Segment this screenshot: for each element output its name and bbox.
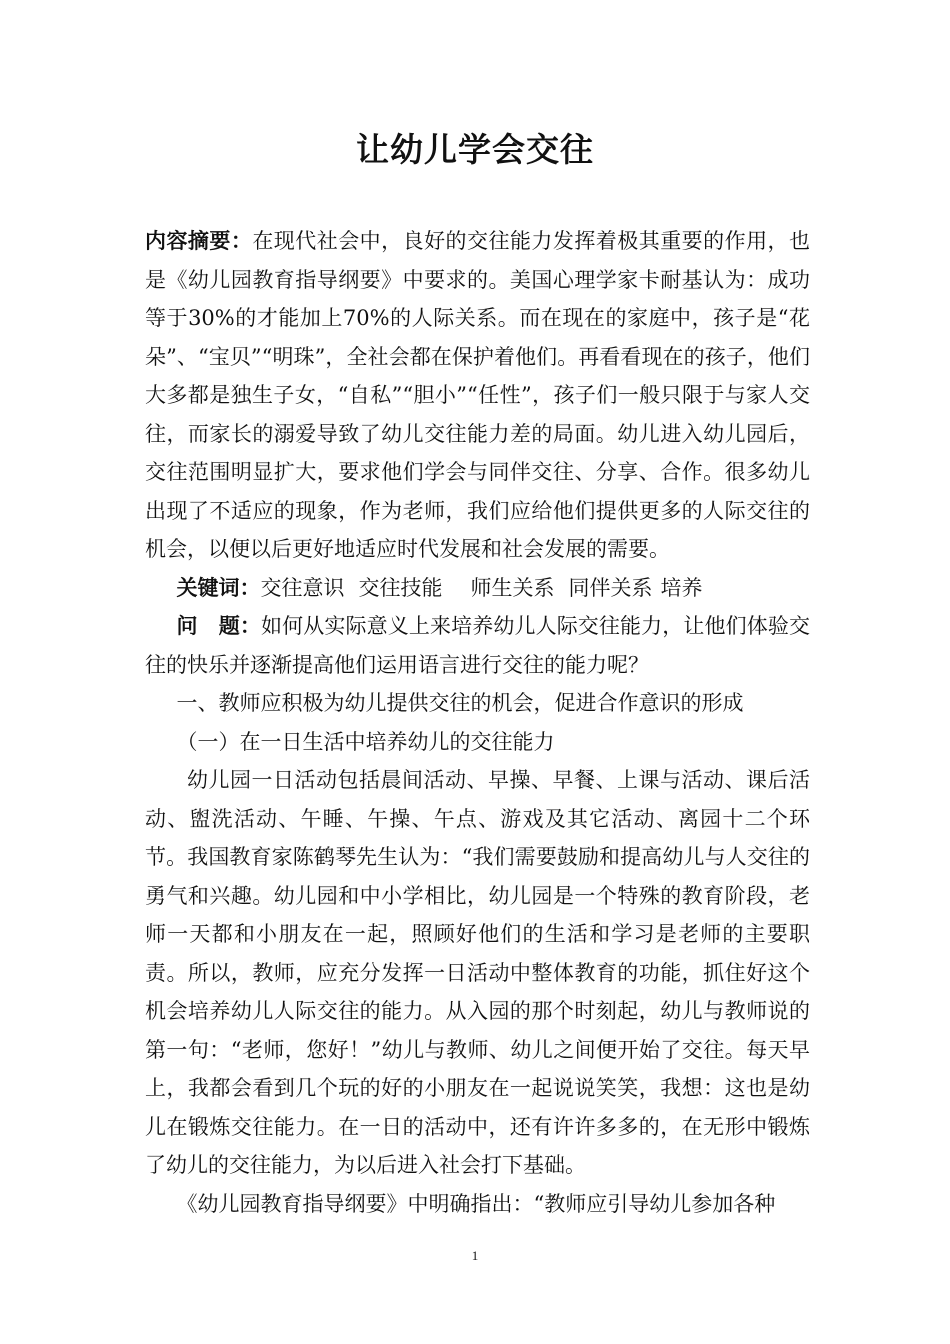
keywords-label: 关键词 [176,575,240,600]
abstract-colon: ： [230,229,253,253]
abstract-paragraph [145,222,810,569]
question-text: 如何从实际意义上来培养幼儿人际交往能力，让他们体验交往的快乐并逐渐提高他们运用语言进行交往的能力呢？ [145,614,811,677]
page-number: 1 [471,1248,479,1263]
abstract-text: 在现代社会中，良好的交往能力发挥着极其重要的作用，也是《幼儿园教育指导纲要》中要求的。美国心理学家卡耐基认为：成功等于30%的才能加上70%的人际关系。而在现在的家庭中，孩子是“花朵”、“宝贝”“明珠”，全社会都在保护着他们。再看看现在的孩子，他们大多都是独生子女，“自私”“胆小”“任性”，孩子们一般只限于与家人交往，而家长的溺爱导致了幼儿交往能力差的局面。幼儿进入幼儿园后，交往范围明显扩大，要求他们学会与同伴交往、分享、合作。很多幼儿出现了不适应的现象，作为老师，我们应给他们提供更多的人际交往的机会，以便以后更好地适应时代发展和社会发展的需要。 [145,229,811,561]
body-paragraph: 幼儿园一日活动包括晨间活动、早操、早餐、上课与活动、课后活动、盥洗活动、午睡、午操、午点、游戏及其它活动、离园十二个环节。我国教育家陈鹤琴先生认为：“我们需要鼓励和提高幼儿与人交往的勇气和兴趣。幼儿园和中小学相比，幼儿园是一个特殊的教育阶段，老师一天都和小朋友在一起，照顾好他们的生活和学习是老师的主要职责。所以，教师，应充分发挥一日活动中整体教育的功能，抓住好这个机会培养幼儿人际交往的能力。从入园的那个时刻起，幼儿与教师说的第一句：“老师，您好！”幼儿与教师、幼儿之间便开始了交往。每天早上，我都会看到几个玩的好的小朋友在一起说说笑笑，我想：这也是幼儿在锻炼交往能力。在一日的活动中，还有许许多多的，在无形中锻炼了幼儿的交往能力，为以后进入社会打下基础。 [145,768,810,1177]
keywords-colon: ： [239,575,261,600]
keyword-item: 师生关系 [470,575,555,600]
document-body [145,222,810,1223]
keyword-item: 交往技能 [358,575,443,600]
document-title: 让幼儿学会交往 [356,130,594,169]
keyword-item: 培养 [660,575,703,600]
question-label: 问 题 [176,614,240,638]
section-heading: 一、教师应积极为幼儿提供交往的机会，促进合作意识的形成 [176,691,744,715]
body-paragraph: 《幼儿园教育指导纲要》中明确指出：“教师应引导幼儿参加各种 [176,1191,776,1216]
keywords-line [145,569,810,608]
keyword-item: 同伴关系 [568,575,653,600]
question-colon: ： [239,614,261,638]
question-paragraph [145,607,810,684]
subsection-heading: （一）在一日生活中培养幼儿的交往能力 [176,729,555,754]
keyword-item: 交往意识 [260,575,345,600]
abstract-label: 内容摘要 [145,229,231,253]
